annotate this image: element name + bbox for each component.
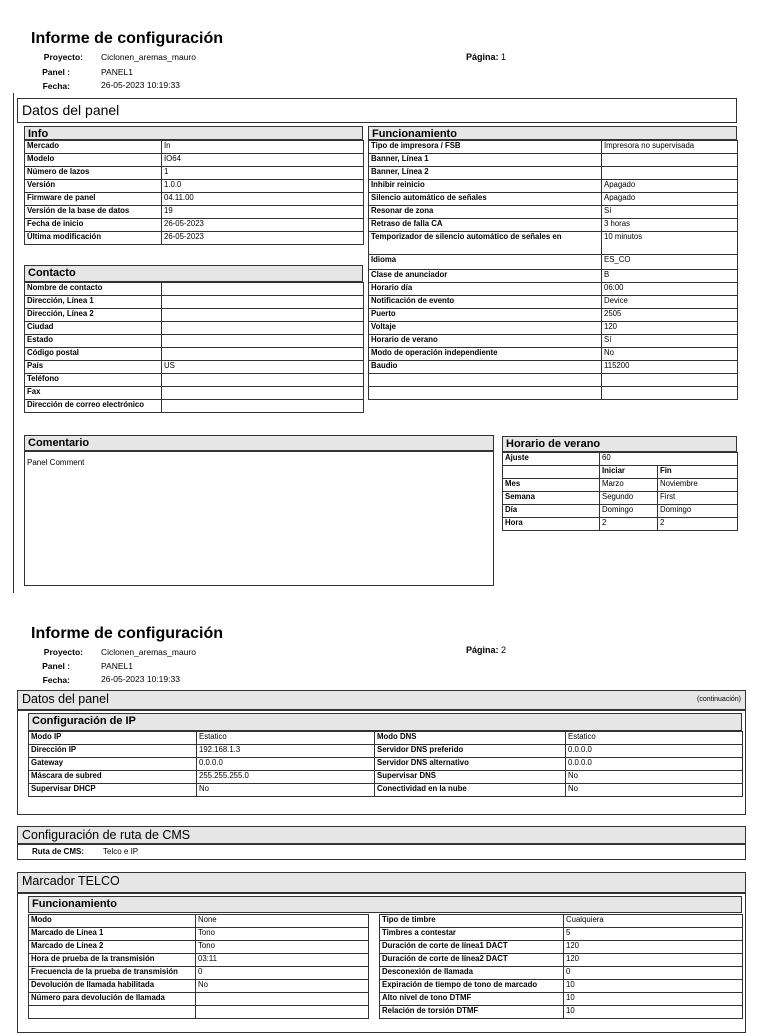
panel-label: Panel : <box>42 661 70 671</box>
field-value: Tono <box>196 941 369 954</box>
field-value: 10 <box>564 993 743 1006</box>
field-value: 1.0.0 <box>162 180 364 193</box>
telco-row <box>29 954 369 967</box>
field-value: Segundo <box>600 492 658 505</box>
field-value: Sí <box>602 335 738 348</box>
field-label: Expiración de tiempo de tono de marcado <box>380 980 564 993</box>
field-label: Máscara de subred <box>29 771 197 784</box>
field-value <box>162 322 364 335</box>
ip-row <box>29 745 743 758</box>
contacto-row <box>25 400 364 413</box>
field-label: Supervisar DNS <box>375 771 566 784</box>
field-label <box>29 1006 196 1019</box>
contacto-row <box>25 283 364 296</box>
field-value: 120 <box>602 322 738 335</box>
field-value: 19 <box>162 206 364 219</box>
field-value <box>162 400 364 413</box>
field-value: Device <box>602 296 738 309</box>
funcionamiento-row <box>369 219 738 232</box>
telco-right-table <box>379 914 743 1019</box>
project-label: Proyecto: <box>43 647 83 657</box>
page-number: Página: 1 <box>466 52 507 62</box>
funcionamiento-row <box>369 232 738 255</box>
field-label: Servidor DNS preferido <box>375 745 566 758</box>
field-label: Día <box>503 505 600 518</box>
field-label: Inhibir reinicio <box>369 180 602 193</box>
telco-row <box>29 993 369 1006</box>
date-label: Fecha: <box>42 81 70 91</box>
dst-row <box>503 479 738 492</box>
field-value <box>162 283 364 296</box>
field-value: Cualquiera <box>564 915 743 928</box>
field-label: Número para devolución de llamada <box>29 993 196 1006</box>
field-label: Versión <box>25 180 162 193</box>
field-value: Domingo <box>600 505 658 518</box>
field-label: Modo <box>29 915 196 928</box>
section-title: Datos del panel <box>22 102 120 118</box>
ip-row <box>29 771 743 784</box>
funcionamiento-row <box>369 309 738 322</box>
field-label: Gateway <box>29 758 197 771</box>
telco-title: Marcador TELCO <box>17 872 746 893</box>
field-label: Modelo <box>25 154 162 167</box>
contacto-row <box>25 348 364 361</box>
section-bar <box>17 690 746 710</box>
funcionamiento-row <box>369 348 738 361</box>
field-value: 2 <box>658 518 738 531</box>
telco-row <box>29 967 369 980</box>
field-label: Ciudad <box>25 322 162 335</box>
telco-sub-title: Funcionamiento <box>28 896 742 913</box>
telco-row <box>380 980 743 993</box>
dst-title: Horario de verano <box>502 436 737 452</box>
telco-row <box>380 993 743 1006</box>
field-value: 5 <box>564 928 743 941</box>
field-label: Teléfono <box>25 374 162 387</box>
field-value: ES_CO <box>602 255 738 270</box>
field-label: Nombre de contacto <box>25 283 162 296</box>
report-title: Informe de configuración <box>31 625 224 642</box>
info-table <box>24 140 364 245</box>
field-label: Temporizador de silencio automático de señales en <box>369 232 602 255</box>
dst-row <box>503 505 738 518</box>
left-rule <box>13 93 14 593</box>
ip-row <box>29 758 743 771</box>
contacto-table <box>24 282 364 413</box>
telco-row <box>29 928 369 941</box>
field-label: Hora de prueba de la transmisión <box>29 954 196 967</box>
field-label: Marcado de Línea 1 <box>29 928 196 941</box>
telco-row <box>380 967 743 980</box>
field-value <box>162 296 364 309</box>
dst-col-start: Iniciar <box>600 466 658 479</box>
field-value: 10 <box>564 980 743 993</box>
date-value: 26-05-2023 10:19:33 <box>101 80 180 90</box>
field-label: Firmware de panel <box>25 193 162 206</box>
funcionamiento-row <box>369 387 738 400</box>
comentario-text: Panel Comment <box>27 458 85 467</box>
info-title: Info <box>24 126 363 140</box>
ip-row <box>29 784 743 797</box>
funcionamiento-row <box>369 296 738 309</box>
field-label: Dirección, Línea 2 <box>25 309 162 322</box>
funcionamiento-table <box>368 140 738 400</box>
field-label: Marcado de Línea 2 <box>29 941 196 954</box>
contacto-row <box>25 335 364 348</box>
funcionamiento-row <box>369 374 738 387</box>
field-value: First <box>658 492 738 505</box>
field-label: Dirección de correo electrónico <box>25 400 162 413</box>
dst-ajuste-value: 60 <box>600 453 738 466</box>
field-label: Modo IP <box>29 732 197 745</box>
field-label: Mes <box>503 479 600 492</box>
field-value: 120 <box>564 941 743 954</box>
field-value: 26-05-2023 <box>162 232 364 245</box>
funcionamiento-row <box>369 154 738 167</box>
report-title: Informe de configuración <box>31 30 224 47</box>
funcionamiento-row <box>369 255 738 270</box>
field-label: Mercado <box>25 141 162 154</box>
field-value <box>196 993 369 1006</box>
page-number: Página: 2 <box>466 645 507 655</box>
field-label: Timbres a contestar <box>380 928 564 941</box>
field-label: Dirección, Línea 1 <box>25 296 162 309</box>
field-value: Estatico <box>197 732 375 745</box>
field-value: 3 horas <box>602 219 738 232</box>
telco-row <box>29 980 369 993</box>
field-value: 0.0.0.0 <box>197 758 375 771</box>
field-label: Duración de corte de línea2 DACT <box>380 954 564 967</box>
field-label: Supervisar DHCP <box>29 784 197 797</box>
field-label: Hora <box>503 518 600 531</box>
comentario-title: Comentario <box>24 435 494 451</box>
continuation-label: (continuación) <box>697 696 741 703</box>
funcionamiento-row <box>369 361 738 374</box>
telco-row <box>380 915 743 928</box>
field-value: Estatico <box>566 732 743 745</box>
field-value: Apagado <box>602 193 738 206</box>
project-label: Proyecto: <box>43 52 83 62</box>
field-label: Código postal <box>25 348 162 361</box>
cms-title: Configuración de ruta de CMS <box>17 826 746 844</box>
field-value: IO64 <box>162 154 364 167</box>
funcionamiento-row <box>369 206 738 219</box>
telco-row <box>380 928 743 941</box>
field-value: Domingo <box>658 505 738 518</box>
field-label: Banner, Línea 1 <box>369 154 602 167</box>
field-value: No <box>197 784 375 797</box>
contacto-row <box>25 322 364 335</box>
dst-row <box>503 492 738 505</box>
field-label: Devolución de llamada habilitada <box>29 980 196 993</box>
field-value: US <box>162 361 364 374</box>
dst-ajuste-label: Ajuste <box>503 453 600 466</box>
info-row <box>25 193 364 206</box>
section-title: Datos del panel <box>22 692 109 706</box>
field-value <box>602 387 738 400</box>
field-value: No <box>196 980 369 993</box>
info-row <box>25 232 364 245</box>
field-value: None <box>196 915 369 928</box>
field-value: 0 <box>564 967 743 980</box>
field-label: Desconexión de llamada <box>380 967 564 980</box>
field-value: 2505 <box>602 309 738 322</box>
field-label: Puerto <box>369 309 602 322</box>
field-label: Clase de anunciador <box>369 270 602 283</box>
field-value <box>162 387 364 400</box>
telco-row <box>380 1006 743 1019</box>
field-value <box>196 1006 369 1019</box>
info-row <box>25 141 364 154</box>
field-label: Última modificación <box>25 232 162 245</box>
dst-table <box>502 452 738 531</box>
ip-title: Configuración de IP <box>28 713 742 731</box>
field-label: Conectividad en la nube <box>375 784 566 797</box>
field-value: B <box>602 270 738 283</box>
field-label: Banner, Línea 2 <box>369 167 602 180</box>
field-value: 26-05-2023 <box>162 219 364 232</box>
field-value: In <box>162 141 364 154</box>
field-label: Idioma <box>369 255 602 270</box>
comentario-box <box>24 451 494 586</box>
funcionamiento-row <box>369 193 738 206</box>
field-value: Apagado <box>602 180 738 193</box>
field-label: Tipo de timbre <box>380 915 564 928</box>
field-value: 120 <box>564 954 743 967</box>
field-label: Voltaje <box>369 322 602 335</box>
field-value: 0.0.0.0 <box>566 758 743 771</box>
date-label: Fecha: <box>42 675 70 685</box>
dst-col-end: Fin <box>658 466 738 479</box>
info-row <box>25 167 364 180</box>
contacto-row <box>25 309 364 322</box>
field-value <box>162 335 364 348</box>
field-label: Notificación de evento <box>369 296 602 309</box>
field-label: Silencio automático de señales <box>369 193 602 206</box>
date-value: 26-05-2023 10:19:33 <box>101 674 180 684</box>
field-label: Modo DNS <box>375 732 566 745</box>
field-value <box>602 374 738 387</box>
field-value <box>602 154 738 167</box>
field-label: País <box>25 361 162 374</box>
field-label: Horario de verano <box>369 335 602 348</box>
panel-label: Panel : <box>42 67 70 77</box>
contacto-row <box>25 296 364 309</box>
field-value: 10 <box>564 1006 743 1019</box>
funcionamiento-row <box>369 167 738 180</box>
field-label: Fecha de inicio <box>25 219 162 232</box>
field-value: Impresora no supervisada <box>602 141 738 154</box>
field-value <box>162 309 364 322</box>
funcionamiento-row <box>369 141 738 154</box>
info-row <box>25 219 364 232</box>
contacto-row <box>25 374 364 387</box>
field-label: Resonar de zona <box>369 206 602 219</box>
field-label: Horario día <box>369 283 602 296</box>
field-label: Versión de la base de datos <box>25 206 162 219</box>
field-label: Tipo de impresora / FSB <box>369 141 602 154</box>
field-value <box>602 167 738 180</box>
funcionamiento-row <box>369 322 738 335</box>
field-value: No <box>566 784 743 797</box>
field-value: No <box>602 348 738 361</box>
telco-row <box>29 915 369 928</box>
telco-row <box>29 1006 369 1019</box>
section-bar <box>17 98 737 123</box>
field-label <box>369 374 602 387</box>
field-value: 1 <box>162 167 364 180</box>
project-value: Ciclonen_aremas_mauro <box>101 52 196 62</box>
field-label <box>369 387 602 400</box>
field-value: 03:11 <box>196 954 369 967</box>
field-value: 04.11.00 <box>162 193 364 206</box>
field-label: Relación de torsión DTMF <box>380 1006 564 1019</box>
panel-value: PANEL1 <box>101 67 133 77</box>
field-label: Duración de corte de línea1 DACT <box>380 941 564 954</box>
field-value: 0 <box>196 967 369 980</box>
field-value: 2 <box>600 518 658 531</box>
field-value: Noviembre <box>658 479 738 492</box>
field-value: 0.0.0.0 <box>566 745 743 758</box>
field-value: 255.255.255.0 <box>197 771 375 784</box>
ip-table <box>28 731 743 797</box>
dst-row <box>503 518 738 531</box>
field-value: Sí <box>602 206 738 219</box>
telco-left-table <box>28 914 369 1019</box>
field-label: Semana <box>503 492 600 505</box>
field-label: Baudio <box>369 361 602 374</box>
cms-route-label: Ruta de CMS: <box>32 847 84 856</box>
telco-row <box>29 941 369 954</box>
cms-route-value: Telco e IP <box>103 847 139 856</box>
field-label: Frecuencia de la prueba de transmisión <box>29 967 196 980</box>
funcionamiento-row <box>369 335 738 348</box>
telco-row <box>380 941 743 954</box>
field-value: Marzo <box>600 479 658 492</box>
telco-row <box>380 954 743 967</box>
info-row <box>25 154 364 167</box>
funcionamiento-title: Funcionamiento <box>368 126 737 140</box>
panel-value: PANEL1 <box>101 661 133 671</box>
funcionamiento-row <box>369 270 738 283</box>
field-label: Modo de operación independiente <box>369 348 602 361</box>
field-value: Tono <box>196 928 369 941</box>
contacto-row <box>25 387 364 400</box>
field-value: No <box>566 771 743 784</box>
contacto-row <box>25 361 364 374</box>
info-row <box>25 180 364 193</box>
field-label: Dirección IP <box>29 745 197 758</box>
field-value: 06:00 <box>602 283 738 296</box>
field-label: Alto nivel de tono DTMF <box>380 993 564 1006</box>
funcionamiento-row <box>369 283 738 296</box>
field-value: 10 minutos <box>602 232 738 255</box>
field-label: Número de lazos <box>25 167 162 180</box>
info-row <box>25 206 364 219</box>
field-label: Servidor DNS alternativo <box>375 758 566 771</box>
field-value: 115200 <box>602 361 738 374</box>
funcionamiento-row <box>369 180 738 193</box>
field-value <box>162 374 364 387</box>
contacto-title: Contacto <box>24 265 363 282</box>
field-label: Fax <box>25 387 162 400</box>
field-value <box>162 348 364 361</box>
project-value: Ciclonen_aremas_mauro <box>101 647 196 657</box>
field-label: Retraso de falla CA <box>369 219 602 232</box>
field-label: Estado <box>25 335 162 348</box>
ip-row <box>29 732 743 745</box>
field-value: 192.168.1.3 <box>197 745 375 758</box>
